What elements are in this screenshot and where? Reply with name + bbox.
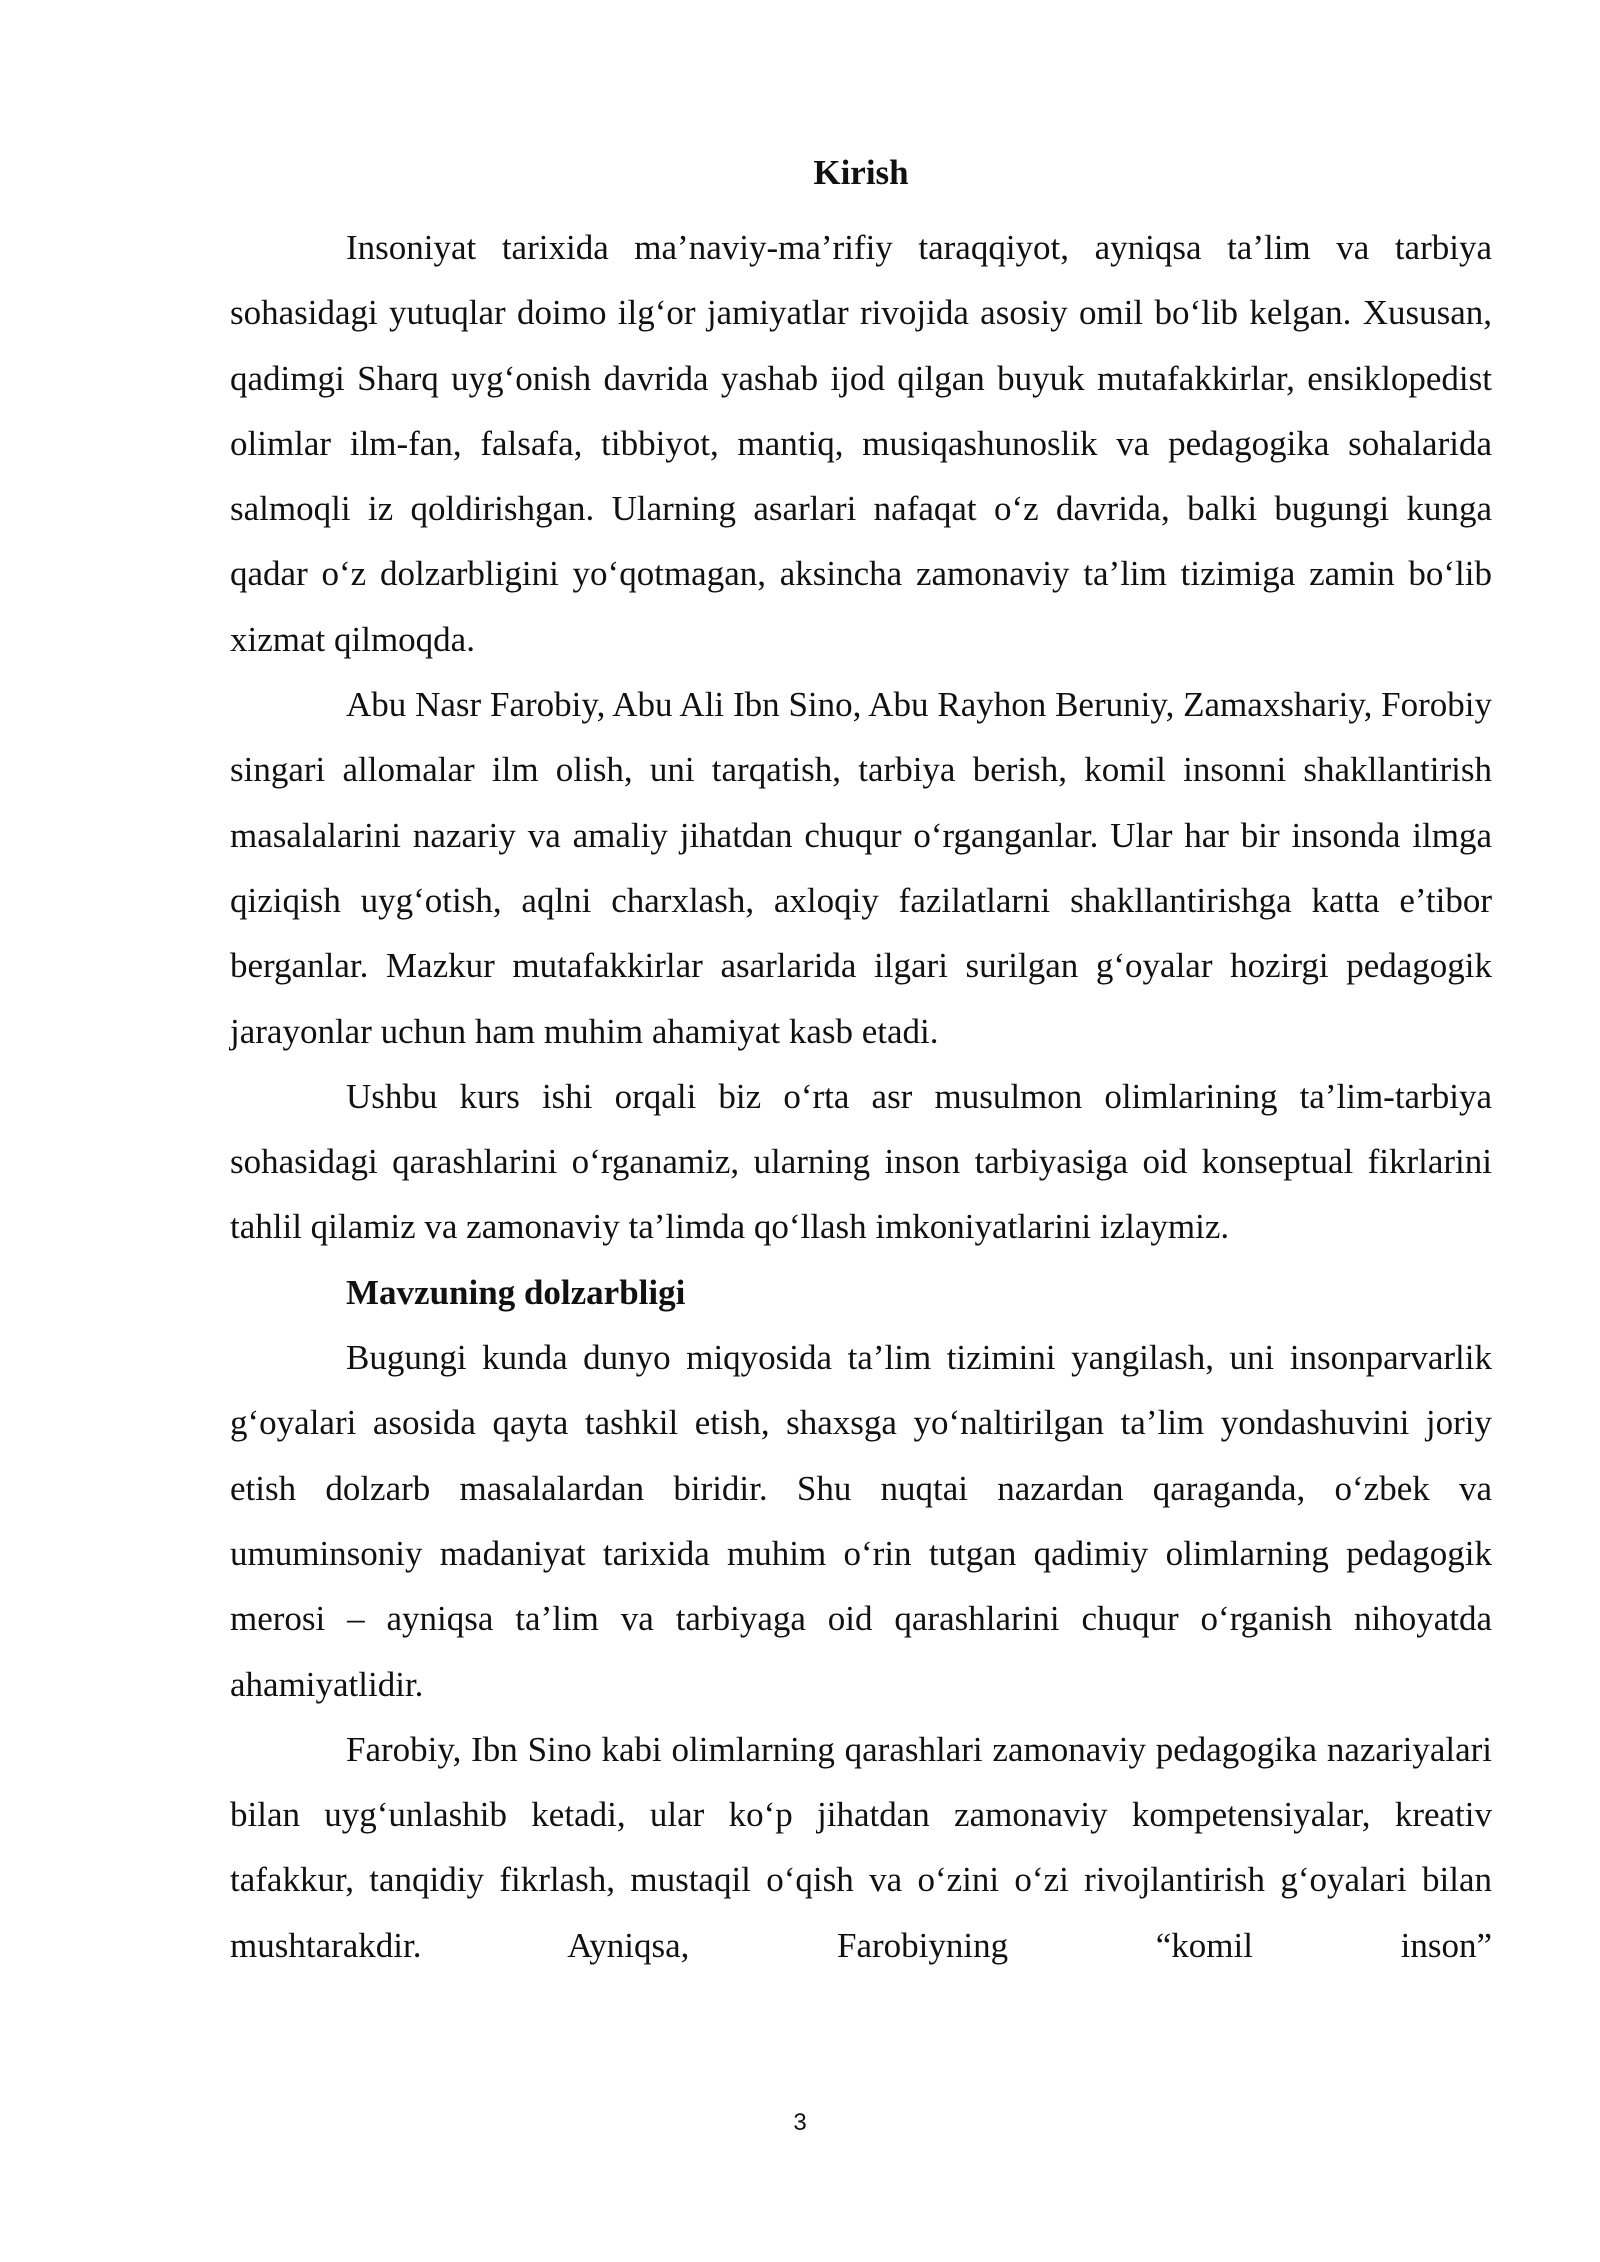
document-page — [230, 150, 1492, 1978]
page-title: Kirish — [813, 153, 909, 192]
paragraph-section-1: Bugungi kunda dunyo miqyosida ta’lim tizimini yangilash, uni insonparvarlik g‘oyalari asosida qayta tashkil etish, shaxsga yo‘naltirilgan ta’lim yondashuvini joriy etish dolzarb masalalardan biridir. Shu nuqtai nazardan qaraganda, o‘zbek va umuminsoniy madaniyat tarixida muhim o‘rin tutgan qadimiy olimlarning pedagogik merosi – ayniqsa ta’lim va tarbiyaga oid qarashlarini chuqur o‘rganish nihoyatda ahamiyatlidir. — [230, 1338, 1492, 1704]
paragraph-intro-1: Insoniyat tarixida ma’naviy-ma’rifiy taraqqiyot, ayniqsa ta’lim va tarbiya sohasidagi yutuqlar doimo ilg‘or jamiyatlar rivojida asosiy omil bo‘lib kelgan. Xususan, qadimgi Sharq uyg‘onish davrida yashab ijod qilgan buyuk mutafakkirlar, ensiklopedist olimlar ilm-fan, falsafa, tibbiyot, mantiq, musiqashunoslik va pedagogika sohalarida salmoqli iz qoldirishgan. Ularning asarlari nafaqat o‘z davrida, balki bugungi kunga qadar o‘z dolzarbligini yo‘qotmagan, aksincha zamonaviy ta’lim tizimiga zamin bo‘lib xizmat qilmoqda. — [230, 228, 1492, 659]
paragraph-intro-2: Abu Nasr Farobiy, Abu Ali Ibn Sino, Abu Rayhon Beruniy, Zamaxshariy, Forobiy singari allomalar ilm olish, uni tarqatish, tarbiya berish, komil insonni shakllantirish masalalarini nazariy va amaliy jihatdan chuqur o‘rganganlar. Ular har bir insonda ilmga qiziqish uyg‘otish, aqlni charxlash, axloqiy fazilatlarni shakllantirishga katta e’tibor berganlar. Mazkur mutafakkirlar asarlarida ilgari surilgan g‘oyalar hozirgi pedagogik jarayonlar uchun ham muhim ahamiyat kasb etadi. — [230, 685, 1492, 1051]
page-number: 3 — [793, 2109, 807, 2136]
paragraph-intro-3: Ushbu kurs ishi orqali biz o‘rta asr musulmon olimlarining ta’lim-tarbiya sohasidagi qarashlarini o‘rganamiz, ularning inson tarbiyasiga oid konseptual fikrlarini tahlil qilamiz va zamonaviy ta’limda qo‘llash imkoniyatlarini izlaymiz. — [230, 1076, 1492, 1247]
section-heading: Mavzuning dolzarbligi — [346, 1272, 686, 1312]
paragraph-section-2: Farobiy, Ibn Sino kabi olimlarning qarashlari zamonaviy pedagogika nazariyalari bilan uyg‘unlashib ketadi, ular ko‘p jihatdan zamonaviy kompetensiyalar, kreativ tafakkur, tanqidiy fikrlash, mustaqil o‘qish va o‘zini o‘zi rivojlantirish g‘oyalari bilan mushtarakdir. Ayniqsa, Farobiyning “komil inson” — [230, 1729, 1492, 1965]
